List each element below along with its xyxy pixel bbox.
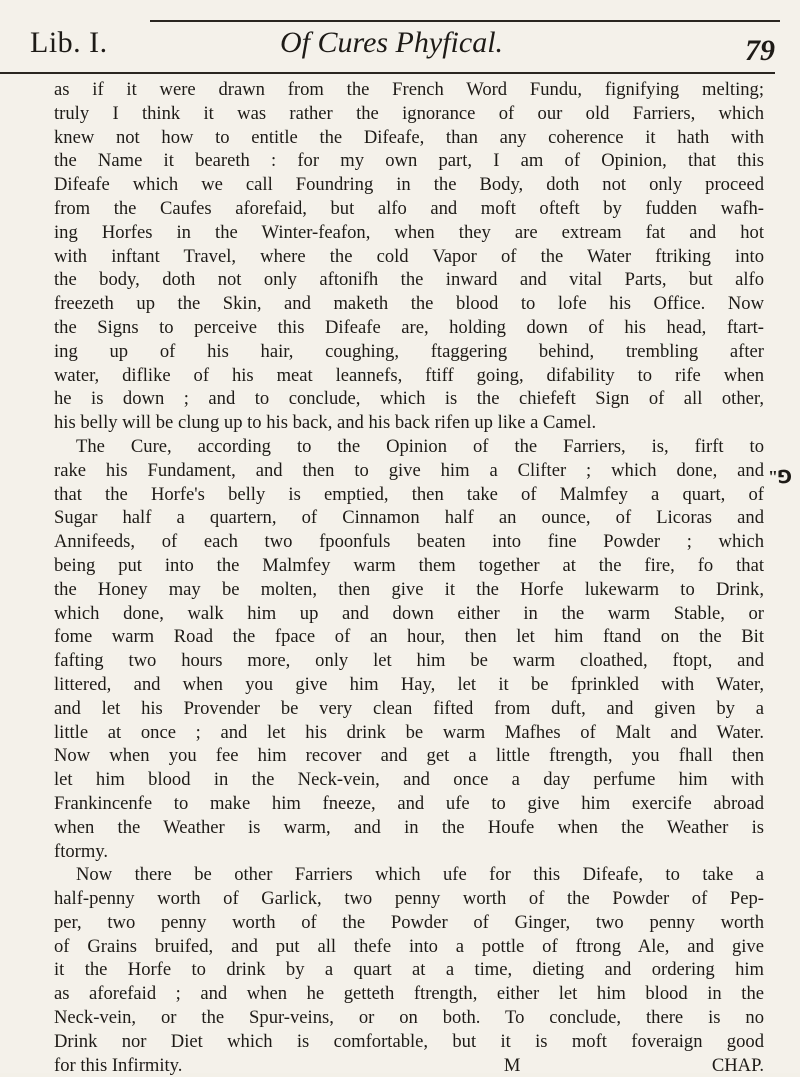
text-line: freezeth up the Skin, and maketh the blood to lofe his Office. Now (54, 293, 764, 315)
text-line: half-penny worth of Garlick, two penny worth of the Powder of Pep- (54, 888, 764, 910)
text-line: the Name it beareth : for my own part, I am of Opinion, that this (54, 150, 764, 172)
text-line: rake his Fundament, and then to give him a Clifter ; which done, and (54, 459, 764, 481)
running-title: Of Cures Phyfical. (280, 26, 504, 59)
text-line: and let his Provender be very clean fifted from duft, and given by a (54, 697, 764, 719)
body-text (54, 78, 764, 1077)
text-line: ing Horfes in the Winter-feafon, when they are extream fat and hot (54, 221, 764, 243)
header-rule (0, 72, 775, 74)
text-line: ing up of his hair, coughing, ftaggering behind, trembling after (54, 340, 764, 362)
text-line: that the Horfe's belly is emptied, then take of Malmfey a quart, of (54, 483, 764, 505)
text-line: let him blood in the Neck-vein, and once a day perfume him with (54, 769, 764, 791)
header-top-rule (150, 20, 780, 22)
text-line: as aforefaid ; and when he getteth ftrength, either let him blood in the (54, 983, 764, 1005)
page-number: 79 (745, 34, 775, 67)
text-line: per, two penny worth of the Powder of Ginger, two penny worth (54, 911, 764, 933)
text-line: little at once ; and let his drink be warm Mafhes of Malt and Water. (54, 721, 764, 743)
text-line: being put into the Malmfey warm them together at the fire, fo that (54, 554, 764, 576)
text-line: of Grains bruifed, and put all thefe into a pottle of ftrong Ale, and give (54, 935, 764, 957)
signature-mark: M (503, 1054, 521, 1076)
text-line: which done, walk him up and down either in the warm Stable, or (54, 602, 764, 624)
text-line: Annifeeds, of each two fpoonfuls beaten into fine Powder ; which (54, 531, 764, 553)
text-line: truly I think it was rather the ignorance of our old Farriers, which (54, 102, 764, 124)
text-line: Now there be other Farriers which ufe for this Difeafe, to take a (76, 864, 764, 886)
text-line: fafting two hours more, only let him be warm cloathed, ftopt, and (54, 650, 764, 672)
text-line: from the Caufes aforefaid, but alfo and moft ofteft by fudden wafh- (54, 197, 764, 219)
text-line: Now when you fee him recover and get a little ftrength, you fhall then (54, 745, 764, 767)
text-line: ftormy. (54, 840, 109, 862)
text-line: the Honey may be molten, then give it the Horfe lukewarm to Drink, (54, 578, 764, 600)
text-line: the Signs to perceive this Difeafe are, holding down of his head, ftart- (54, 316, 764, 338)
text-line: fome warm Road the fpace of an hour, then let him ftand on the Bit (54, 626, 764, 648)
text-line: littered, and when you give him Hay, let it be fprinkled with Water, (54, 673, 764, 695)
text-line: his belly will be clung up to his back, and his back rifen up like a Camel. (54, 412, 597, 434)
text-line: Frankincenfe to make him fneeze, and ufe to give him exercife abroad (54, 792, 764, 814)
text-line: knew not how to entitle the Difeafe, than any coherence it hath with (54, 126, 764, 148)
text-line: Drink nor Diet which is comfortable, but it is moft foveraign good (54, 1030, 764, 1052)
text-line: the body, doth not only aftonifh the inward and vital Parts, but alfo (54, 269, 764, 291)
text-line: Sugar half a quartern, of Cinnamon half an ounce, of Licoras and (54, 507, 764, 529)
text-line: as if it were drawn from the French Word Fundu, fignifying melting; (54, 79, 764, 100)
running-header (30, 14, 775, 70)
text-line: Neck-vein, or the Spur-veins, or on both. To conclude, there is no (54, 1007, 764, 1029)
book-section-label: Lib. I. (30, 26, 108, 59)
text-line: it the Horfe to drink by a quart at a time, dieting and ordering him (54, 959, 764, 981)
text-line: Difeafe which we call Foundring in the Body, doth not only proceed (54, 174, 764, 196)
catchword: CHAP. (711, 1054, 764, 1076)
text-line: The Cure, according to the Opinion of the Farriers, is, firft to (76, 435, 764, 457)
text-line: water, diflike of his meat leannefs, ftiff going, difability to rife when (54, 364, 764, 386)
final-line (54, 1054, 764, 1077)
margin-mark: "⅁ (768, 467, 792, 487)
text-line: when the Weather is warm, and in the Houfe when the Weather is (54, 816, 764, 838)
text-line: he is down ; and to conclude, which is the chiefeft Sign of all other, (54, 388, 764, 410)
text-line: with inftant Travel, where the cold Vapor of the Water ftriking into (54, 245, 764, 267)
final-line-text: for this Infirmity. (54, 1054, 183, 1076)
